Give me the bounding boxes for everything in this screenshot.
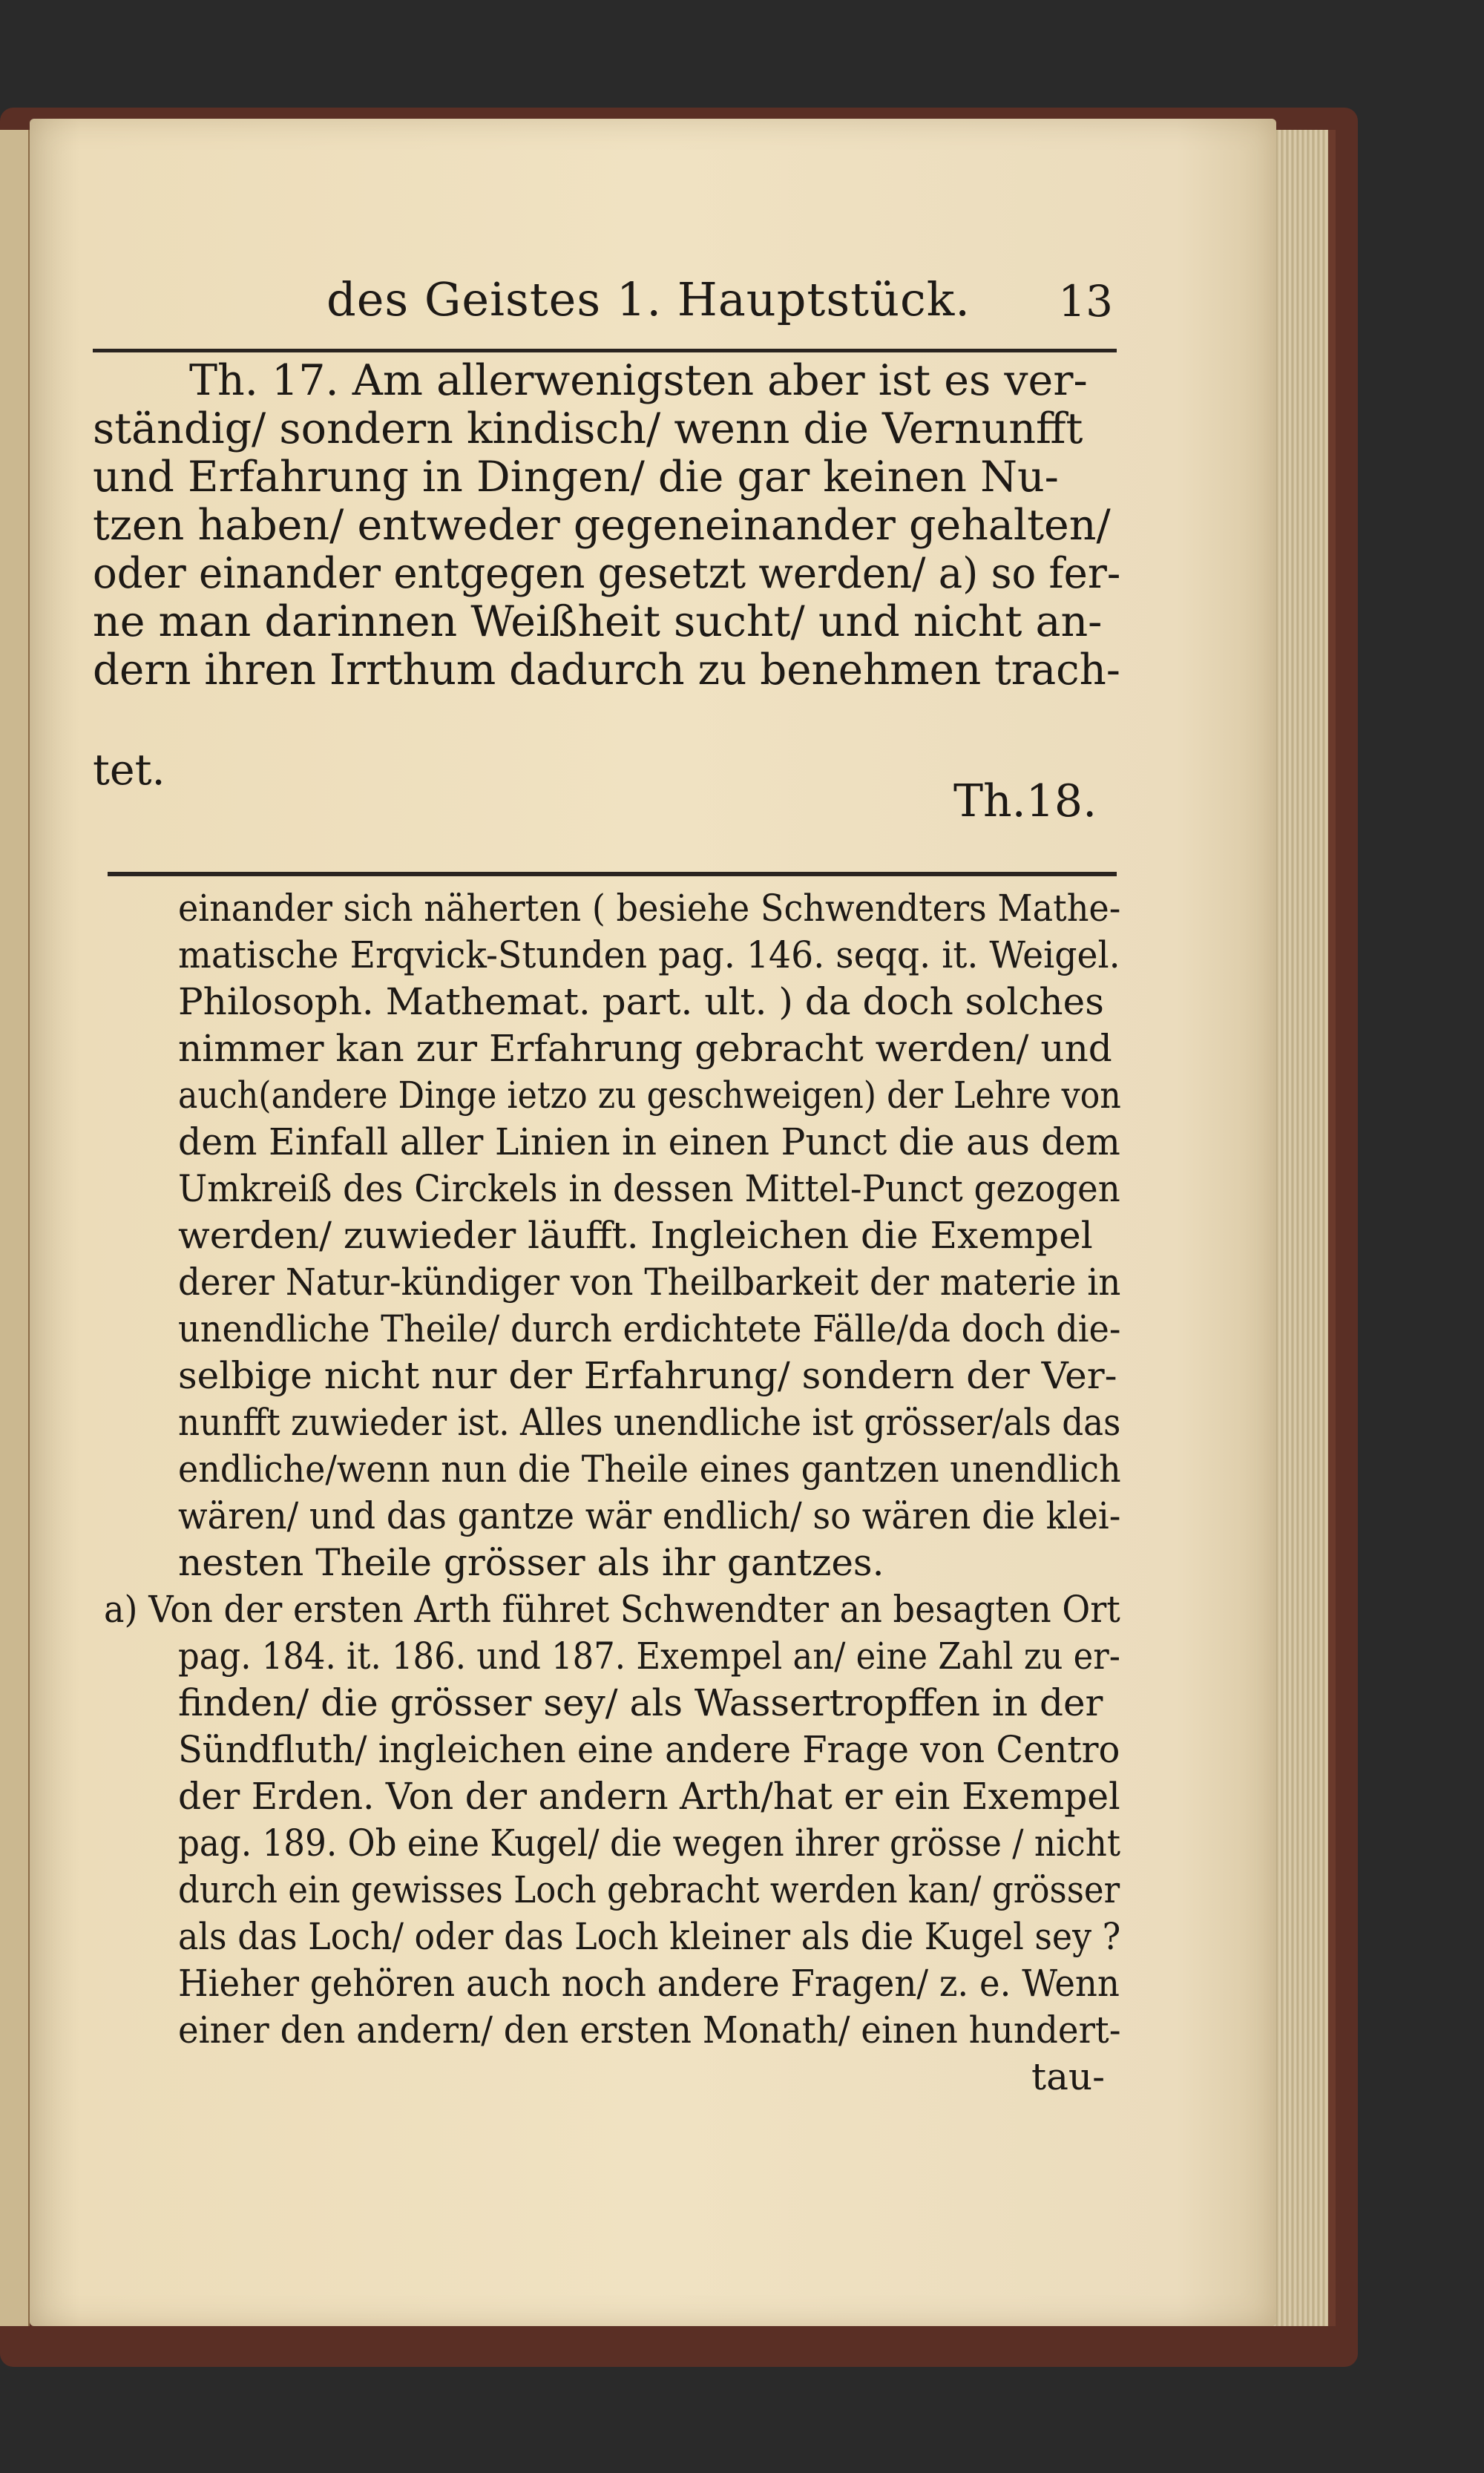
footnote-line: nunfft zuwieder ist. Alles unendliche ist grösser/als das (178, 1401, 1121, 1444)
main-line: ständig/ sondern kindisch/ wenn die Vernunfft (93, 404, 1083, 453)
footnote-line: selbige nicht nur der Erfahrung/ sondern der Ver- (178, 1354, 1117, 1397)
footnote-line: einer den andern/ den ersten Monath/ einen hundert- (178, 2009, 1121, 2052)
catchword: Th.18. (953, 775, 1097, 827)
main-line: und Erfahrung in Dingen/ die gar keinen Nu- (93, 453, 1059, 502)
page-number: 13 (1058, 276, 1113, 326)
main-line: oder einander entgegen gesetzt werden/ a) so fer- (93, 549, 1121, 598)
footnote-line: Philosoph. Mathemat. part. ult. ) da doch solches (178, 980, 1104, 1023)
footnote-line: als das Loch/ oder das Loch kleiner als die Kugel sey ? (178, 1915, 1121, 1958)
main-line: tet. (93, 746, 165, 795)
main-line: Th. 17. Am allerwenigsten aber ist es ver- (189, 356, 1088, 405)
running-title: des Geistes 1. Hauptstück. (326, 272, 971, 326)
footnote-line: finden/ die grösser sey/ als Wassertropffen in der (178, 1681, 1103, 1724)
footnote-line: pag. 189. Ob eine Kugel/ die wegen ihrer grösse / nicht (178, 1822, 1120, 1865)
footnote-line: a) Von der ersten Arth führet Schwendter an besagten Ort (104, 1588, 1120, 1631)
facing-page-edge (0, 130, 30, 2326)
main-line: ne man darinnen Weißheit sucht/ und nicht an- (93, 597, 1103, 646)
footnote-line: werden/ zuwieder läufft. Ingleichen die Exempel (178, 1214, 1093, 1257)
footnote-line: einander sich näherten ( besiehe Schwendters Mathe- (178, 887, 1121, 930)
footnote-line: pag. 184. it. 186. und 187. Exempel an/ eine Zahl zu er- (178, 1635, 1120, 1678)
footnote-line: unendliche Theile/ durch erdichtete Fälle/da doch die- (178, 1307, 1121, 1350)
footnote-line: Umkreiß des Circkels in dessen Mittel-Punct gezogen (178, 1167, 1120, 1210)
header-rule (93, 349, 1117, 352)
footnote-rule (108, 872, 1117, 876)
footnote-line: nimmer kan zur Erfahrung gebracht werden/ und (178, 1027, 1112, 1070)
main-line: dern ihren Irrthum dadurch zu benehmen trach- (93, 646, 1120, 694)
footnote-line: auch(andere Dinge ietzo zu geschweigen) der Lehre von (178, 1074, 1121, 1117)
footnote-line: derer Natur-kündiger von Theilbarkeit der materie in (178, 1261, 1121, 1304)
footnote-line: dem Einfall aller Linien in einen Punct die aus dem (178, 1120, 1120, 1163)
footnote-line: der Erden. Von der andern Arth/hat er ein Exempel (178, 1775, 1120, 1818)
footnote-line: endliche/wenn nun die Theile eines gantzen unendlich (178, 1448, 1121, 1491)
footnote-line: Sündfluth/ ingleichen eine andere Frage von Centro (178, 1728, 1120, 1771)
footnote-line: wären/ und das gantze wär endlich/ so wären die klei- (178, 1494, 1121, 1537)
footnote-line: matische Erqvick-Stunden pag. 146. seqq. it. Weigel. (178, 933, 1120, 976)
running-header (326, 256, 1113, 326)
footnote-line: durch ein gewisses Loch gebracht werden kan/ grösser (178, 1868, 1120, 1911)
footnote-catchword: tau- (1031, 2055, 1105, 2098)
footnote-line: nesten Theile grösser als ihr gantzes. (178, 1541, 884, 1584)
main-line: tzen haben/ entweder gegeneinander gehalten/ (93, 501, 1111, 550)
footnote-line: Hieher gehören auch noch andere Fragen/ z. e. Wenn (178, 1962, 1120, 2005)
